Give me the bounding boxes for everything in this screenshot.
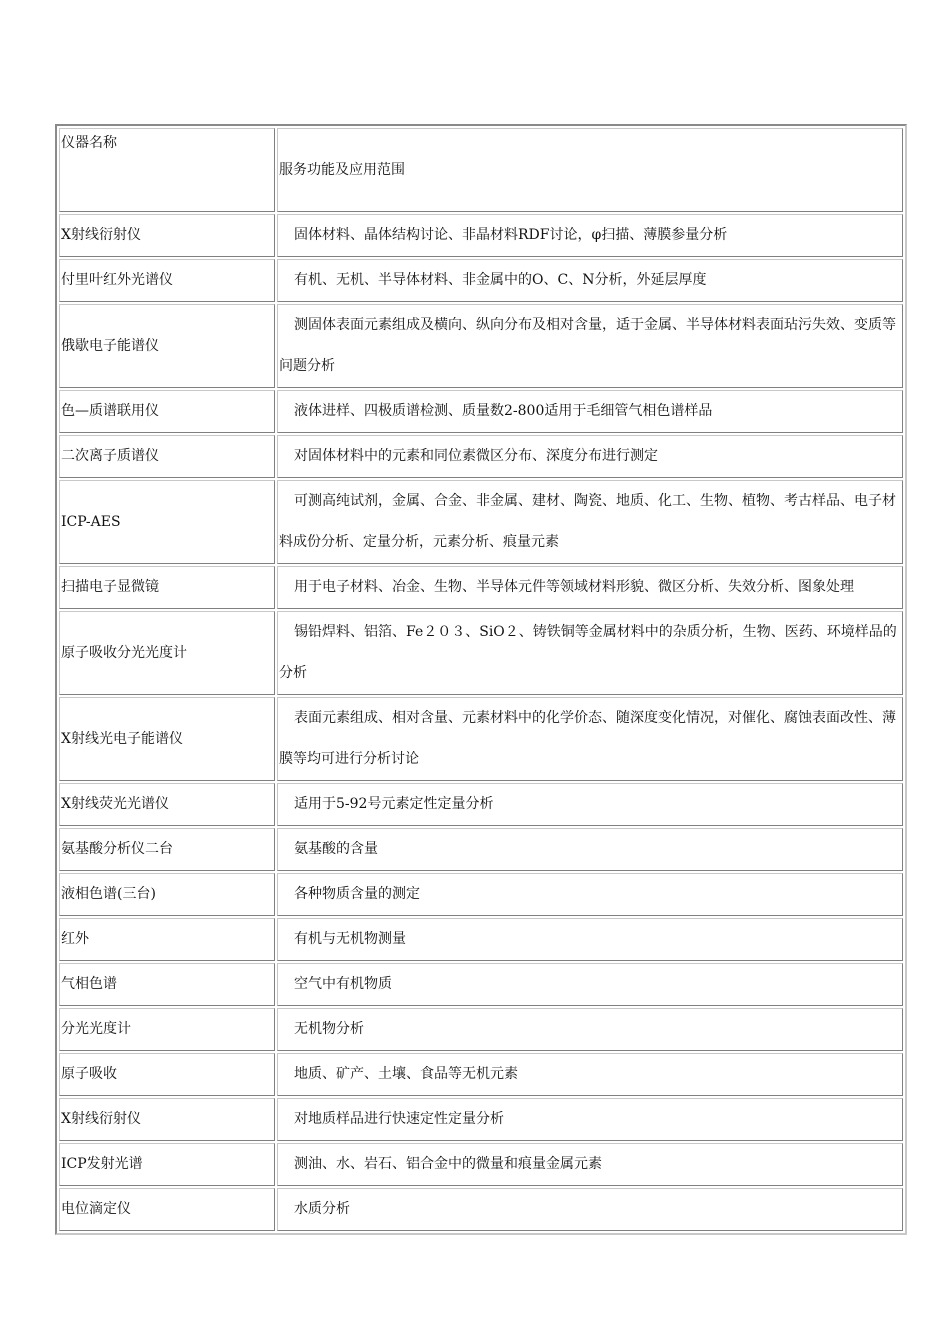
instrument-name-cell: 扫描电子显微镜 <box>59 566 275 609</box>
instrument-name-cell: 氨基酸分析仪二台 <box>59 828 275 871</box>
service-description-cell: 地质、矿产、土壤、食品等无机元素 <box>277 1053 903 1096</box>
instrument-name-cell: ICP-AES <box>59 480 275 564</box>
instrument-name-cell: 红外 <box>59 918 275 961</box>
table-row <box>59 566 903 609</box>
service-description-cell: 空气中有机物质 <box>277 963 903 1006</box>
table-row <box>59 873 903 916</box>
table-header-row <box>59 128 903 212</box>
service-description-cell: 固体材料、晶体结构讨论、非晶材料RDF讨论，φ扫描、薄膜参量分析 <box>277 214 903 257</box>
instrument-name-cell: 液相色谱(三台) <box>59 873 275 916</box>
service-description-cell: 水质分析 <box>277 1188 903 1231</box>
service-description-cell: 测油、水、岩石、铝合金中的微量和痕量金属元素 <box>277 1143 903 1186</box>
instrument-name-cell: X射线衍射仪 <box>59 214 275 257</box>
instrument-name-cell: X射线衍射仪 <box>59 1098 275 1141</box>
service-description-cell: 无机物分析 <box>277 1008 903 1051</box>
table-row <box>59 611 903 695</box>
table-row <box>59 259 903 302</box>
instrument-name-cell: 俄歇电子能谱仪 <box>59 304 275 388</box>
service-description-cell: 有机、无机、半导体材料、非金属中的O、C、N分析，外延层厚度 <box>277 259 903 302</box>
instrument-name-cell: X射线荧光光谱仪 <box>59 783 275 826</box>
table-row <box>59 304 903 388</box>
instrument-name-cell: 原子吸收 <box>59 1053 275 1096</box>
instrument-name-cell: 原子吸收分光光度计 <box>59 611 275 695</box>
table-row <box>59 697 903 781</box>
service-description-cell: 测固体表面元素组成及横向、纵向分布及相对含量，适于金属、半导体材料表面玷污失效、变质等问题分析 <box>277 304 903 388</box>
service-description-cell: 各种物质含量的测定 <box>277 873 903 916</box>
table-row <box>59 1053 903 1096</box>
table-row <box>59 1008 903 1051</box>
service-description-cell: 氨基酸的含量 <box>277 828 903 871</box>
table-row <box>59 963 903 1006</box>
table-row <box>59 435 903 478</box>
table-row <box>59 1188 903 1231</box>
table-row <box>59 214 903 257</box>
service-description-cell: 液体进样、四极质谱检测、质量数2-800适用于毛细管气相色谱样品 <box>277 390 903 433</box>
table-row <box>59 390 903 433</box>
table-body <box>59 128 903 1231</box>
service-description-cell: 用于电子材料、冶金、生物、半导体元件等领域材料形貌、微区分析、失效分析、图象处理 <box>277 566 903 609</box>
table-row <box>59 1143 903 1186</box>
instrument-name-cell: 色—质谱联用仪 <box>59 390 275 433</box>
instrument-name-cell: X射线光电子能谱仪 <box>59 697 275 781</box>
instrument-name-cell: 付里叶红外光谱仪 <box>59 259 275 302</box>
table-row <box>59 828 903 871</box>
header-service-scope: 服务功能及应用范围 <box>277 128 903 212</box>
instrument-table <box>55 124 907 1235</box>
service-description-cell: 对地质样品进行快速定性定量分析 <box>277 1098 903 1141</box>
header-instrument-name: 仪器名称 <box>59 128 275 212</box>
service-description-cell: 对固体材料中的元素和同位素微区分布、深度分布进行测定 <box>277 435 903 478</box>
table-row <box>59 480 903 564</box>
instrument-name-cell: 分光光度计 <box>59 1008 275 1051</box>
service-description-cell: 适用于5-92号元素定性定量分析 <box>277 783 903 826</box>
table-row <box>59 1098 903 1141</box>
table-row <box>59 918 903 961</box>
service-description-cell: 有机与无机物测量 <box>277 918 903 961</box>
instrument-name-cell: ICP发射光谱 <box>59 1143 275 1186</box>
instrument-name-cell: 二次离子质谱仪 <box>59 435 275 478</box>
service-description-cell: 可测高纯试剂，金属、合金、非金属、建材、陶瓷、地质、化工、生物、植物、考古样品、电子材料成份分析、定量分析，元素分析、痕量元素 <box>277 480 903 564</box>
service-description-cell: 锡铅焊料、铝箔、Fe２０３、SiO２、铸铁铜等金属材料中的杂质分析，生物、医药、环境样品的分析 <box>277 611 903 695</box>
service-description-cell: 表面元素组成、相对含量、元素材料中的化学价态、随深度变化情况，对催化、腐蚀表面改性、薄膜等均可进行分析讨论 <box>277 697 903 781</box>
instrument-name-cell: 气相色谱 <box>59 963 275 1006</box>
table-row <box>59 783 903 826</box>
instrument-name-cell: 电位滴定仪 <box>59 1188 275 1231</box>
